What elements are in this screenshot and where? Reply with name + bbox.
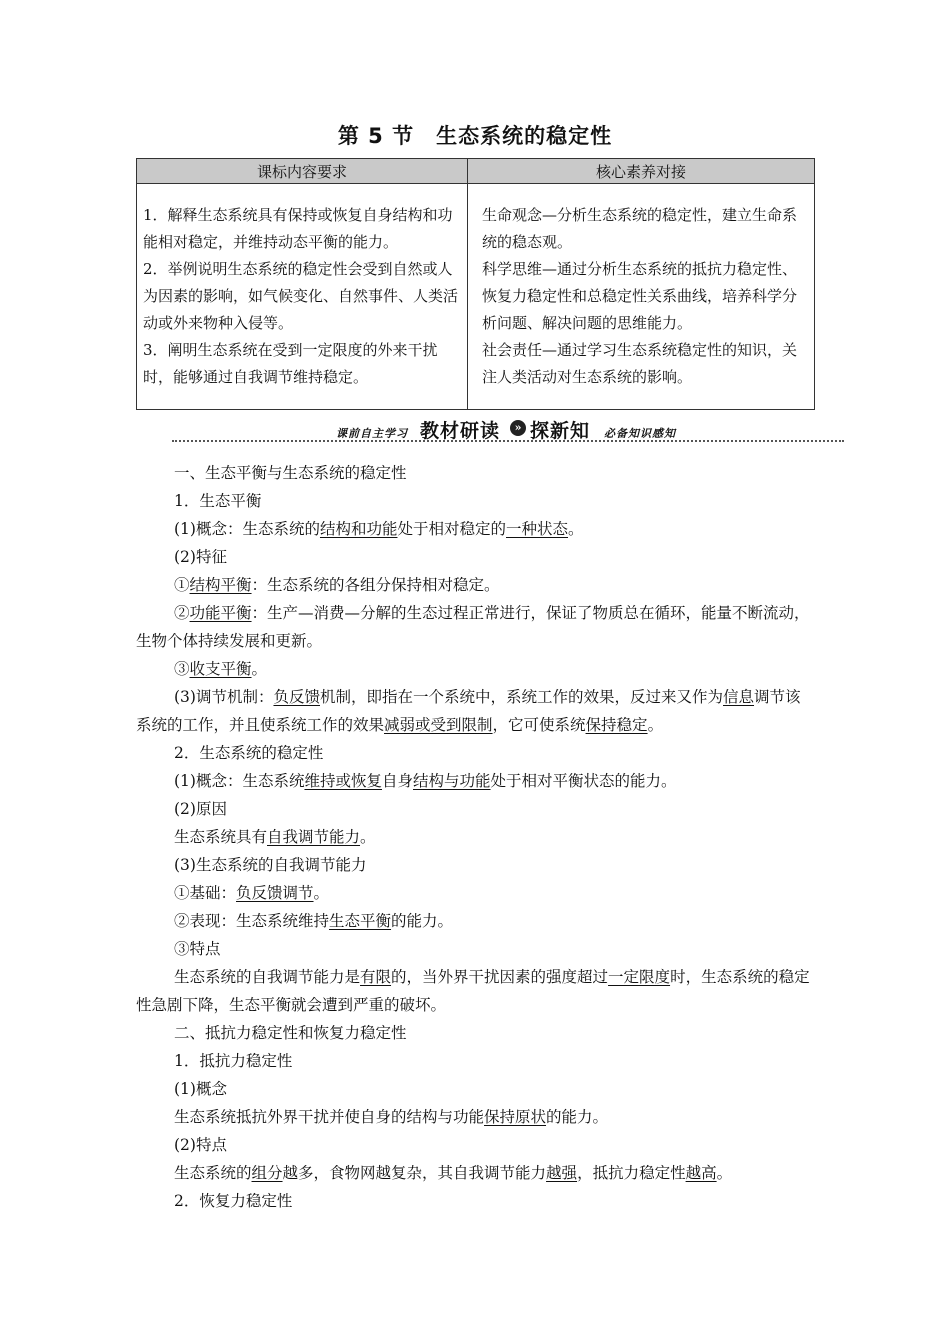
key-term: 保持稳定 [585,716,648,734]
banner-divider [172,440,844,442]
key-term: 有限 [360,968,392,986]
key-term: 越强 [546,1164,578,1182]
text-line: (1)概念 [174,1080,227,1098]
text-line: ③收支平衡。 [174,660,268,678]
text-line: 生态系统抵抗外界干扰并使自身的结构与功能保持原状的能力。 [174,1108,609,1126]
banner-left-label: 课前自主学习 [336,427,408,440]
key-term: 越高 [685,1164,717,1182]
subsection-heading: 1．抵抗力稳定性 [174,1052,293,1070]
text-line: (2)特征 [174,548,227,566]
curriculum-table [136,158,815,410]
key-term: 结构平衡 [189,576,252,594]
key-term: 维持或恢复 [304,772,382,790]
key-term: 收支平衡 [189,660,252,678]
banner-arrow-icon: » [510,420,526,436]
requirements-cell [137,184,468,410]
section-heading: 一、生态平衡与生态系统的稳定性 [174,464,407,482]
requirement-item: 2．举例说明生态系统的稳定性会受到自然或人为因素的影响，如气候变化、自然事件、人类活动或外来物种入侵等。 [143,260,459,332]
requirement-item: 1．解释生态系统具有保持或恢复自身结构和功能相对稳定，并维持动态平衡的能力。 [143,206,453,251]
text-line: ③特点 [174,940,221,958]
key-term: 功能平衡 [189,604,252,622]
competency-item: 生命观念—分析生态系统的稳定性，建立生命系统的稳态观。 [482,206,798,251]
content-body [136,459,816,1215]
section-heading: 二、抵抗力稳定性和恢复力稳定性 [174,1024,407,1042]
text-line: ①基础：负反馈调节。 [174,884,330,902]
requirement-item: 3．阐明生态系统在受到一定限度的外来干扰时，能够通过自我调节维持稳定。 [143,341,438,386]
key-term: 结构与功能 [413,772,491,790]
key-term: 生态平衡 [329,912,392,930]
key-term: 自我调节能力 [267,828,361,846]
text-line: 生态系统具有自我调节能力。 [174,828,376,846]
page-title: 第 5 节 生态系统的稳定性 [337,124,613,148]
text-line: 生态系统的组分越多，食物网越复杂，其自我调节能力越强，抵抗力稳定性越高。 [174,1164,733,1182]
key-term: 一定限度 [608,968,671,986]
text-line: ①结构平衡：生态系统的各组分保持相对稳定。 [174,576,500,594]
key-term: 负反馈调节 [236,884,314,902]
text-line: 生态系统的自我调节能力是有限的，当外界干扰因素的强度超过一定限度时，生态系统的稳定性急剧下降，生态平衡就会遭到严重的破坏。 [136,968,810,1014]
text-line: ②表现：生态系统维持生态平衡的能力。 [174,912,454,930]
banner-title-1: 教材研读 [420,420,501,442]
key-term: 信息 [723,688,755,706]
text-line: (2)特点 [174,1136,227,1154]
competencies-cell [468,184,815,410]
subsection-heading: 2．生态系统的稳定性 [174,744,324,762]
key-term: 减弱或受到限制 [384,716,493,734]
competency-item: 社会责任—通过学习生态系统稳定性的知识，关注人类活动对生态系统的影响。 [482,341,798,386]
text-line: (1)概念：生态系统维持或恢复自身结构与功能处于相对平衡状态的能力。 [174,772,677,790]
banner-right-label: 必备知识感知 [604,427,676,440]
table-header-requirements: 课标内容要求 [137,159,468,184]
key-term: 一种状态 [506,520,569,538]
key-term: 结构和功能 [319,520,398,538]
text-line: (3)调节机制：负反馈机制，即指在一个系统中，系统工作的效果，反过来又作为信息调节该系统的工作，并且使系统工作的效果减弱或受到限制，它可使系统保持稳定。 [136,688,801,734]
text-line: (1)概念：生态系统的结构和功能处于相对稳定的一种状态。 [174,520,584,538]
key-term: 保持原状 [484,1108,547,1126]
text-line: (3)生态系统的自我调节能力 [174,856,367,874]
banner-title-2: 探新知 [530,420,591,442]
section-banner [172,416,844,444]
key-term: 负反馈 [273,688,320,706]
competency-item: 科学思维—通过分析生态系统的抵抗力稳定性、恢复力稳定性和总稳定性关系曲线，培养科学分析问题、解决问题的思维能力。 [482,260,798,332]
text-line: ②功能平衡：生产—消费—分解的生态过程正常进行，保证了物质总在循环，能量不断流动，生物个体持续发展和更新。 [136,604,810,650]
table-header-competencies: 核心素养对接 [468,159,815,184]
key-term: 组分 [251,1164,283,1182]
text-line: (2)原因 [174,800,227,818]
subsection-heading: 1．生态平衡 [174,492,262,510]
subsection-heading: 2．恢复力稳定性 [174,1192,293,1210]
